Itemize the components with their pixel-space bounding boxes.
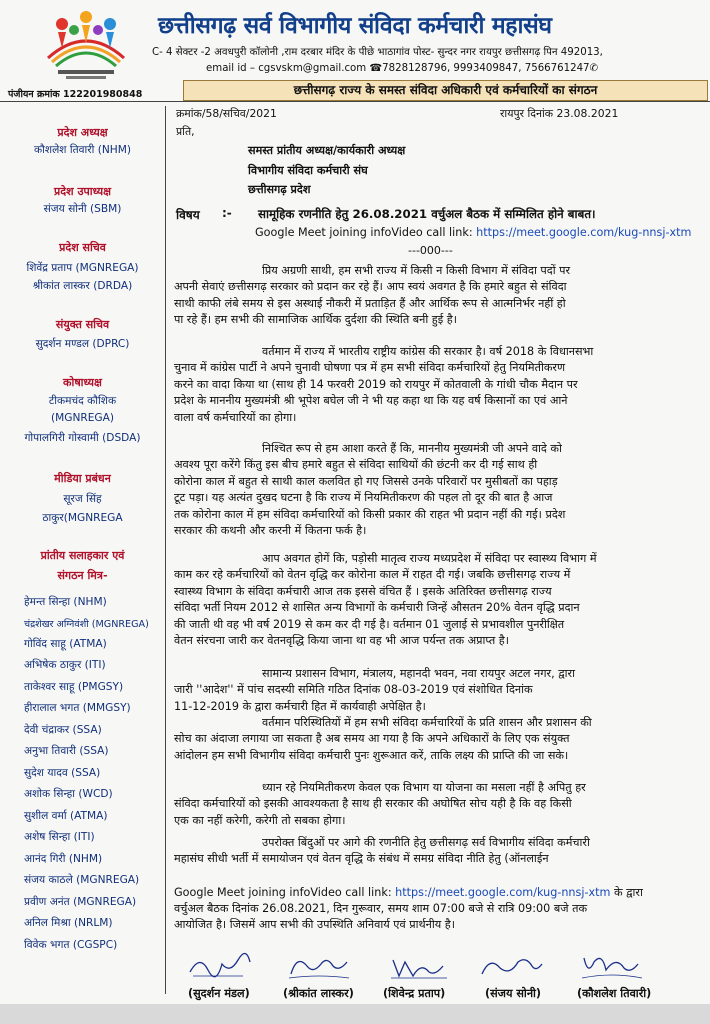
paragraph-line: जारी ''आदेश'' में पांच सदस्यी समिति गठित दिनांक 08-03-2019 एवं संशोधित दिनांक bbox=[174, 683, 533, 697]
person-name: संजय सोनी (SBM) bbox=[43, 203, 122, 215]
tagline-banner: छत्तीसगढ़ राज्य के समस्त संविदा अधिकारी एवं कर्मचारियों का संगठन bbox=[183, 80, 708, 101]
role-title: प्रदेश अध्यक्ष bbox=[57, 126, 108, 139]
paragraph-line: वेतन संरचना जारी कर वेतनवृद्धि किया जाना था वह भी आज पर्यन्त तक अप्राप्त है। bbox=[174, 634, 509, 648]
paragraph-line: चुनाव में कांग्रेस पार्टी ने अपने चुनावी घोषणा पत्र में हम सभी संविदा कर्मचारियों हेतु नियमितीकरण bbox=[174, 361, 566, 375]
paragraph-line: साथी काफी लंबे समय से इस अस्थाई नौकरी में प्रताड़ित हैं और आर्थिक रूप से आत्मनिर्भर नहीं हो bbox=[174, 296, 566, 310]
letter-paragraph bbox=[174, 441, 704, 539]
person-name: श्रीकांत लास्कर (DRDA) bbox=[32, 280, 133, 292]
letter-paragraph bbox=[174, 780, 704, 829]
paragraph-line: वाला वर्ष कर्मचारियों का होगा। bbox=[174, 410, 297, 424]
signature-image bbox=[578, 952, 648, 982]
paragraph-line: निश्चित रूप से हम आशा करते हैं कि, माननीय मुख्यमंत्री जी अपने वादे को bbox=[262, 442, 562, 455]
subject-text: सामूहिक रणनीति हेतु 26.08.2021 वर्चुअल बैठक में सम्मिलित होने बाबत। bbox=[258, 207, 596, 221]
organization-contact: email id – cgsvskm@gmail.com ☎7828128796, 9993409847, 7566761247✆ bbox=[206, 63, 599, 74]
subject-colon: :- bbox=[222, 206, 232, 220]
advisor-member: हेमन्त सिन्हा (NHM) bbox=[24, 596, 107, 608]
advisor-member: अभिषेक ठाकुर (ITI) bbox=[24, 659, 106, 671]
advisor-member: गोविंद साहू (ATMA) bbox=[24, 638, 107, 650]
advisors-title: प्रांतीय सलाहकार एवं bbox=[40, 549, 125, 562]
paragraph-line: अवश्य पूरा करेंगे किंतु इस बीच हमारे बहुत से संविदा साथियों की छंटनी कर दी गई साथ ही bbox=[174, 458, 538, 472]
addressee-line: समस्त प्रांतीय अध्यक्ष/कार्यकारी अध्यक्ष bbox=[248, 144, 406, 157]
signature-image bbox=[285, 952, 355, 982]
header-divider bbox=[0, 101, 710, 102]
paragraph-line: प्रदेश के माननीय मुख्यमंत्री श्री भूपेश बघेल जी ने भी यह कहा था कि यह वर्ष किसानों का एवं आने bbox=[174, 394, 568, 408]
advisor-member: देवी चंद्राकर (SSA) bbox=[24, 724, 102, 736]
person-name: ठाकुर(MGNREGA bbox=[42, 512, 123, 524]
paragraph-line: उपरोक्त बिंदुओं पर आगे की रणनीति हेतु छत्तीसगढ़ सर्व विभागीय संविदा कर्मचारी bbox=[262, 836, 590, 849]
organization-logo bbox=[36, 8, 136, 84]
registration-number: पंजीयन क्रमांक 122201980848 bbox=[8, 89, 143, 100]
person-name: गोपालगिरी गोस्वामी (DSDA) bbox=[24, 432, 141, 444]
letter-paragraph bbox=[174, 263, 704, 329]
signatory-name: (सुदर्शन मंडल) bbox=[188, 987, 250, 1000]
paragraph-line: सामान्य प्रशासन विभाग, मंत्रालय, महानदी भवन, नवा रायपुर अटल नगर, द्वारा bbox=[262, 667, 576, 680]
paragraph-line: प्रिय अग्रणी साथी, हम सभी राज्य में किसी न किसी विभाग में संविदा पदों पर bbox=[262, 264, 571, 277]
advisor-member: सुदेश यादव (SSA) bbox=[24, 767, 101, 779]
sidebar-divider bbox=[165, 106, 166, 994]
signatory-name: (शिवेन्द्र प्रताप) bbox=[383, 987, 446, 1000]
paragraph-line: टूट पड़ा। यह अत्यंत दुखद घटना है कि राज्य में नियमितीकरण की पहल तो दूर की बात है आज bbox=[174, 491, 553, 505]
paragraph-line: संविदा कर्मचारियों को इसकी आवश्यकता है साथ ही सरकार की अघोषित सोच यही है कि वह किसी bbox=[174, 797, 572, 811]
footer-bar bbox=[0, 1004, 710, 1024]
paragraph-line: ध्यान रहे नियमितीकरण केवल एक विभाग या योजना का मसला नहीं है अपितु हर bbox=[262, 781, 586, 794]
meeting-info-text: Google Meet joining infoVideo call link: bbox=[255, 226, 477, 239]
paragraph-line: करने का वादा किया था (साथ ही 14 फरवरी 2019 को रायपुर में कोतवाली के गांधी चौक मैदान पर bbox=[174, 377, 578, 391]
paragraph-line: सरकार की कथनी और करनी में कितना फर्क है। bbox=[174, 524, 367, 538]
letter-paragraph bbox=[174, 551, 704, 649]
paragraph-line: तक कोरोना काल में हम संविदा कर्मचारियों को किसी प्रकार की राहत भी प्रदान नहीं की गई। प्रदेश bbox=[174, 507, 566, 521]
person-name: कौशलेश तिवारी (NHM) bbox=[34, 144, 131, 156]
reference-number: क्रमांक/58/सचिव/2021 bbox=[176, 107, 277, 120]
paragraph-line: कोरोना काल में बहुत से साथी काल कलवित हो गए जिससे उनके परिवारों पर मुसीबतों का पहाड़ bbox=[174, 474, 558, 488]
final-meeting-link[interactable]: https://meet.google.com/kug-nnsj-xtm bbox=[395, 886, 611, 899]
paragraph-line: अपनी सेवाएं छत्तीसगढ़ सरकार को प्रदान कर रहे हैं। आप स्वयं अवगत है कि हमारे बहुत से संविदा bbox=[174, 280, 567, 294]
paragraph-line: आप अवगत होगें कि, पड़ोसी मातृत्व राज्य मध्यप्रदेश में संविदा पर स्वास्थ्य विभाग में bbox=[262, 552, 597, 565]
closing-line: आयोजित है। जिसमें आप सभी की उपस्थिति अनिवार्य एवं प्रार्थनीय है। bbox=[174, 918, 455, 932]
paragraph-line: संविदा भर्ती नियम 2012 से शासित अन्य विभागों के कर्मचारी जिन्हें औसतन 20% वेतन वृद्धि प्रदान bbox=[174, 601, 580, 615]
paragraph-line: वर्तमान परिस्थितियों में हम सभी संविदा कर्मचारियों के प्रति शासन और प्रशासन की bbox=[262, 716, 592, 729]
advisors-title: संगठन मित्र- bbox=[57, 569, 108, 582]
person-name: शिवेंद्र प्रताप (MGNREGA) bbox=[26, 262, 139, 274]
subject-label: विषय bbox=[176, 208, 200, 222]
advisor-member: विवेक भगत (CGSPC) bbox=[24, 939, 118, 951]
paragraph-line: 11-12-2019 के द्वारा कर्मचारी हित में कार्यवाही अपेक्षित है। bbox=[174, 699, 426, 713]
addressee-line: छत्तीसगढ़ प्रदेश bbox=[248, 183, 311, 196]
paragraph-line: वर्तमान में राज्य में भारतीय राष्ट्रीय कांग्रेस की सरकार है। वर्ष 2018 के विधानसभा bbox=[262, 345, 594, 358]
advisor-member: चंद्रशेखर अग्निवंशी (MGNREGA) bbox=[24, 619, 149, 630]
advisor-member: ताकेश्वर साहू (PMGSY) bbox=[24, 681, 124, 693]
advisor-member: अशेष सिन्हा (ITI) bbox=[24, 831, 95, 843]
advisor-member: प्रवीण अनंत (MGNREGA) bbox=[24, 896, 137, 908]
role-title: मीडिया प्रबंधन bbox=[54, 472, 111, 485]
signature-image bbox=[385, 952, 455, 982]
person-name: सूरज सिंह bbox=[63, 493, 102, 505]
closing-paragraph bbox=[174, 901, 704, 934]
meeting-info bbox=[255, 226, 691, 239]
organization-title: छत्तीसगढ़ सर्व विभागीय संविदा कर्मचारी महासंघ bbox=[158, 12, 552, 39]
signature-image bbox=[185, 952, 255, 982]
advisor-member: अशोक सिन्हा (WCD) bbox=[24, 788, 113, 800]
role-title: प्रदेश सचिव bbox=[59, 241, 106, 254]
paragraph-line: आंदोलन हम सभी विभागीय संविदा कर्मचारी पुनः शुरूआत करें, ताकि लक्ष्य की प्राप्ति की जा सके। bbox=[174, 748, 569, 762]
paragraph-line: एक का नहीं करेगी, करेगी तो सबका होगा। bbox=[174, 813, 346, 827]
closing-line: वर्चुअल बैठक दिनांक 26.08.2021, दिन गुरूवार, समय शाम 07:00 बजे से रात्रि 09:00 बजे तक bbox=[174, 902, 588, 915]
letter-paragraph bbox=[174, 835, 704, 868]
advisor-member: सुशील वर्मा (ATMA) bbox=[24, 810, 108, 822]
letter-paragraph bbox=[174, 715, 704, 764]
signatory-name: (श्रीकांत लास्कर) bbox=[283, 987, 354, 1000]
organization-address: C- 4 सेक्टर -2 अवधपुरी कॉलोनी ,राम दरबार मंदिर के पीछे भाठागांव पोस्ट- सुन्दर नगर रायपुर छत्तीसगढ़ पिन 492013, bbox=[152, 47, 603, 58]
advisor-member: अनुभा तिवारी (SSA) bbox=[24, 745, 109, 757]
paragraph-line: सोच का अंदाजा लगाया जा सकता है अब समय आ गया है कि अपने अधिकारों के लिए एक संयुक्त bbox=[174, 732, 570, 746]
signatory-name: (कौशलेश तिवारी) bbox=[577, 987, 652, 1000]
letter-paragraph bbox=[174, 666, 704, 715]
signature-image bbox=[478, 952, 548, 982]
person-name: टीकमचंद कौशिक bbox=[48, 395, 117, 407]
salutation-to: प्रति, bbox=[176, 125, 195, 138]
advisor-member: हीरालाल भगत (MMGSY) bbox=[24, 702, 131, 714]
advisor-member: अनिल मिश्रा (NRLM) bbox=[24, 917, 113, 929]
signatory-name: (संजय सोनी) bbox=[485, 987, 542, 1000]
person-name: सुदर्शन मण्डल (DPRC) bbox=[35, 338, 130, 350]
paragraph-line: महासंघ सीधी भर्ती में समायोजन एवं वेतन वृद्धि के संबंध में समग्र संविदा नीति हेतु (ऑनलाईन bbox=[174, 852, 549, 866]
advisor-member: संजय काठले (MGNREGA) bbox=[24, 874, 140, 886]
final-meeting-text: Google Meet joining infoVideo call link: bbox=[174, 886, 396, 899]
advisor-member: आनंद गिरी (NHM) bbox=[24, 853, 103, 865]
final-meeting-line bbox=[174, 885, 704, 901]
paragraph-line: काम कर रहे कर्मचारियों को वेतन वृद्धि कर कोरोना काल में राहत दी गई। जबकि छत्तीसगढ़ राज्य में bbox=[174, 568, 571, 582]
letter-date: रायपुर दिनांक 23.08.2021 bbox=[500, 107, 619, 120]
paragraph-line: पा रहे हैं। हम सभी की सामाजिक आर्थिक दुर्दशा की स्थिति बनी हुई है। bbox=[174, 313, 457, 327]
paragraph-line: स्वास्थ्य विभाग के संविदा कर्मचारी आज तक इससे वंचित हैं । इसके अतिरिक्त छत्तीसगढ़ राज्य bbox=[174, 584, 552, 598]
final-meeting-suffix: के द्वारा bbox=[610, 886, 643, 899]
role-title: संयुक्त सचिव bbox=[55, 318, 110, 331]
role-title: प्रदेश उपाध्यक्ष bbox=[54, 185, 111, 198]
person-name: (MGNREGA) bbox=[50, 412, 115, 424]
letter-paragraph bbox=[174, 344, 704, 426]
addressee-line: विभागीय संविदा कर्मचारी संघ bbox=[248, 164, 368, 177]
paragraph-line: की जाती थी वह भी वर्ष 2019 से कम कर दी गई है। वर्तमान 01 जुलाई से प्रभावशील पुनरीक्षित bbox=[174, 617, 565, 631]
role-title: कोषाध्यक्ष bbox=[63, 376, 102, 389]
separator: ---000--- bbox=[408, 244, 453, 257]
letterhead bbox=[0, 0, 710, 104]
meeting-link[interactable]: https://meet.google.com/kug-nnsj-xtm bbox=[476, 226, 692, 239]
